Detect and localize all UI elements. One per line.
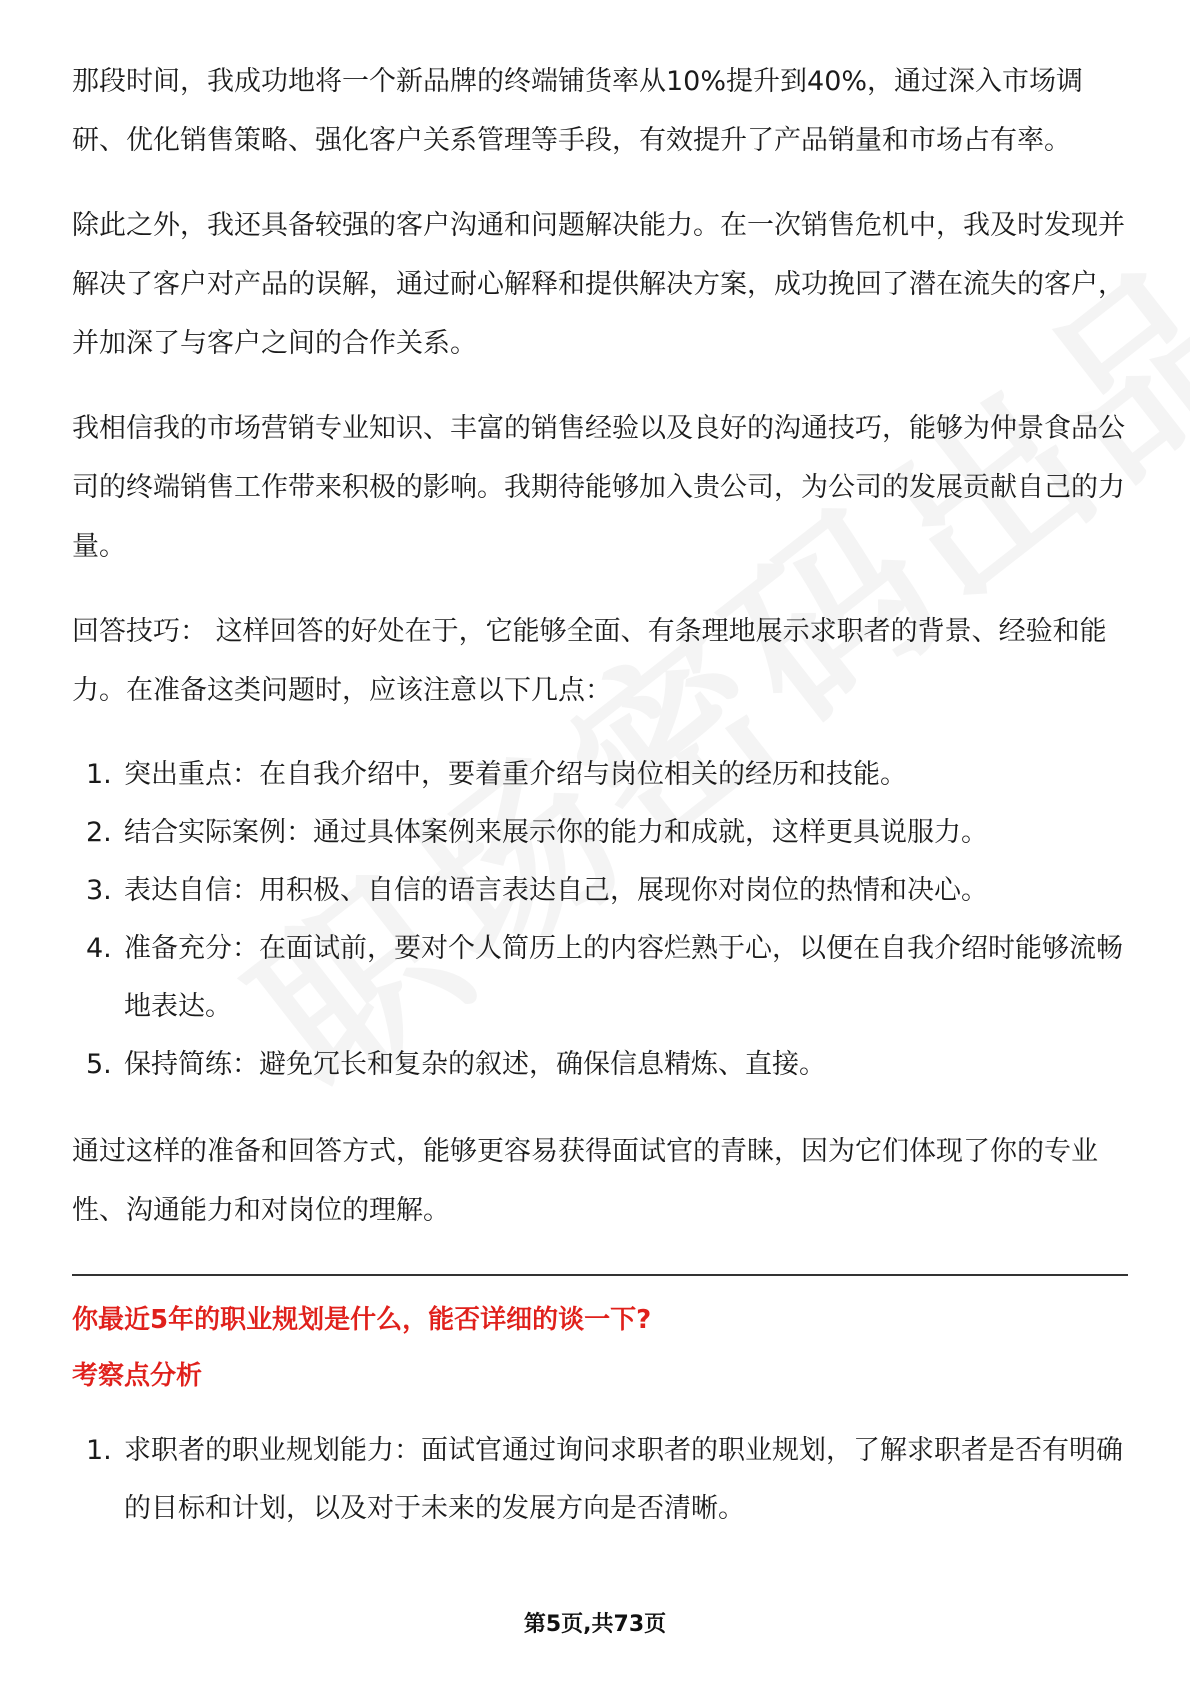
analysis-heading: 考察点分析 [72,1361,203,1391]
section-divider [72,1274,1128,1276]
list-item [72,920,1128,1036]
paragraph-communication: 除此之外，我还具备较强的客户沟通和问题解决能力。在一次销售危机中，我及时发现并解决了客户对产品的误解，通过耐心解释和提供解决方案，成功挽回了潜在流失的客户，并加深了与客户之间的合作关系。 [72,210,1125,359]
document-body [72,52,1128,1566]
tips-list [72,746,1128,1094]
list-item [72,1036,1128,1094]
list-number: 3. [86,875,112,906]
paragraph-answer-tips: 回答技巧： 这样回答的好处在于，它能够全面、有条理地展示求职者的背景、经验和能力。在准备这类问题时，应该注意以下几点： [72,616,1107,706]
list-number: 5. [86,1049,112,1080]
list-text: 结合实际案例：通过具体案例来展示你的能力和成就，这样更具说服力。 [124,817,988,848]
list-item [72,1422,1128,1538]
list-number: 4. [86,933,112,964]
list-number: 1. [86,1435,112,1466]
list-number: 2. [86,817,112,848]
list-item [72,862,1128,920]
paragraph-conclusion: 我相信我的市场营销专业知识、丰富的销售经验以及良好的沟通技巧，能够为仲景食品公司的终端销售工作带来积极的影响。我期待能够加入贵公司，为公司的发展贡献自己的力量。 [72,413,1125,562]
list-item [72,804,1128,862]
page-footer: 第5页,共73页 [523,1612,667,1637]
paragraph-closing: 通过这样的准备和回答方式，能够更容易获得面试官的青睐，因为它们体现了你的专业性、沟通能力和对岗位的理解。 [72,1136,1098,1226]
list-text: 求职者的职业规划能力：面试官通过询问求职者的职业规划，了解求职者是否有明确的目标和计划，以及对于未来的发展方向是否清晰。 [124,1435,1123,1524]
list-item [72,746,1128,804]
list-number: 1. [86,759,112,790]
list-text: 保持简练：避免冗长和复杂的叙述，确保信息精炼、直接。 [124,1049,826,1080]
paragraph-achievement: 那段时间，我成功地将一个新品牌的终端铺货率从10%提升到40%，通过深入市场调研、优化销售策略、强化客户关系管理等手段，有效提升了产品销量和市场占有率。 [72,66,1084,156]
analysis-list [72,1422,1128,1538]
question-title: 你最近5年的职业规划是什么，能否详细的谈一下? [72,1305,652,1335]
list-text: 准备充分：在面试前，要对个人简历上的内容烂熟于心，以便在自我介绍时能够流畅地表达。 [124,933,1123,1022]
list-text: 突出重点：在自我介绍中，要着重介绍与岗位相关的经历和技能。 [124,759,907,790]
list-text: 表达自信：用积极、自信的语言表达自己，展现你对岗位的热情和决心。 [124,875,988,906]
